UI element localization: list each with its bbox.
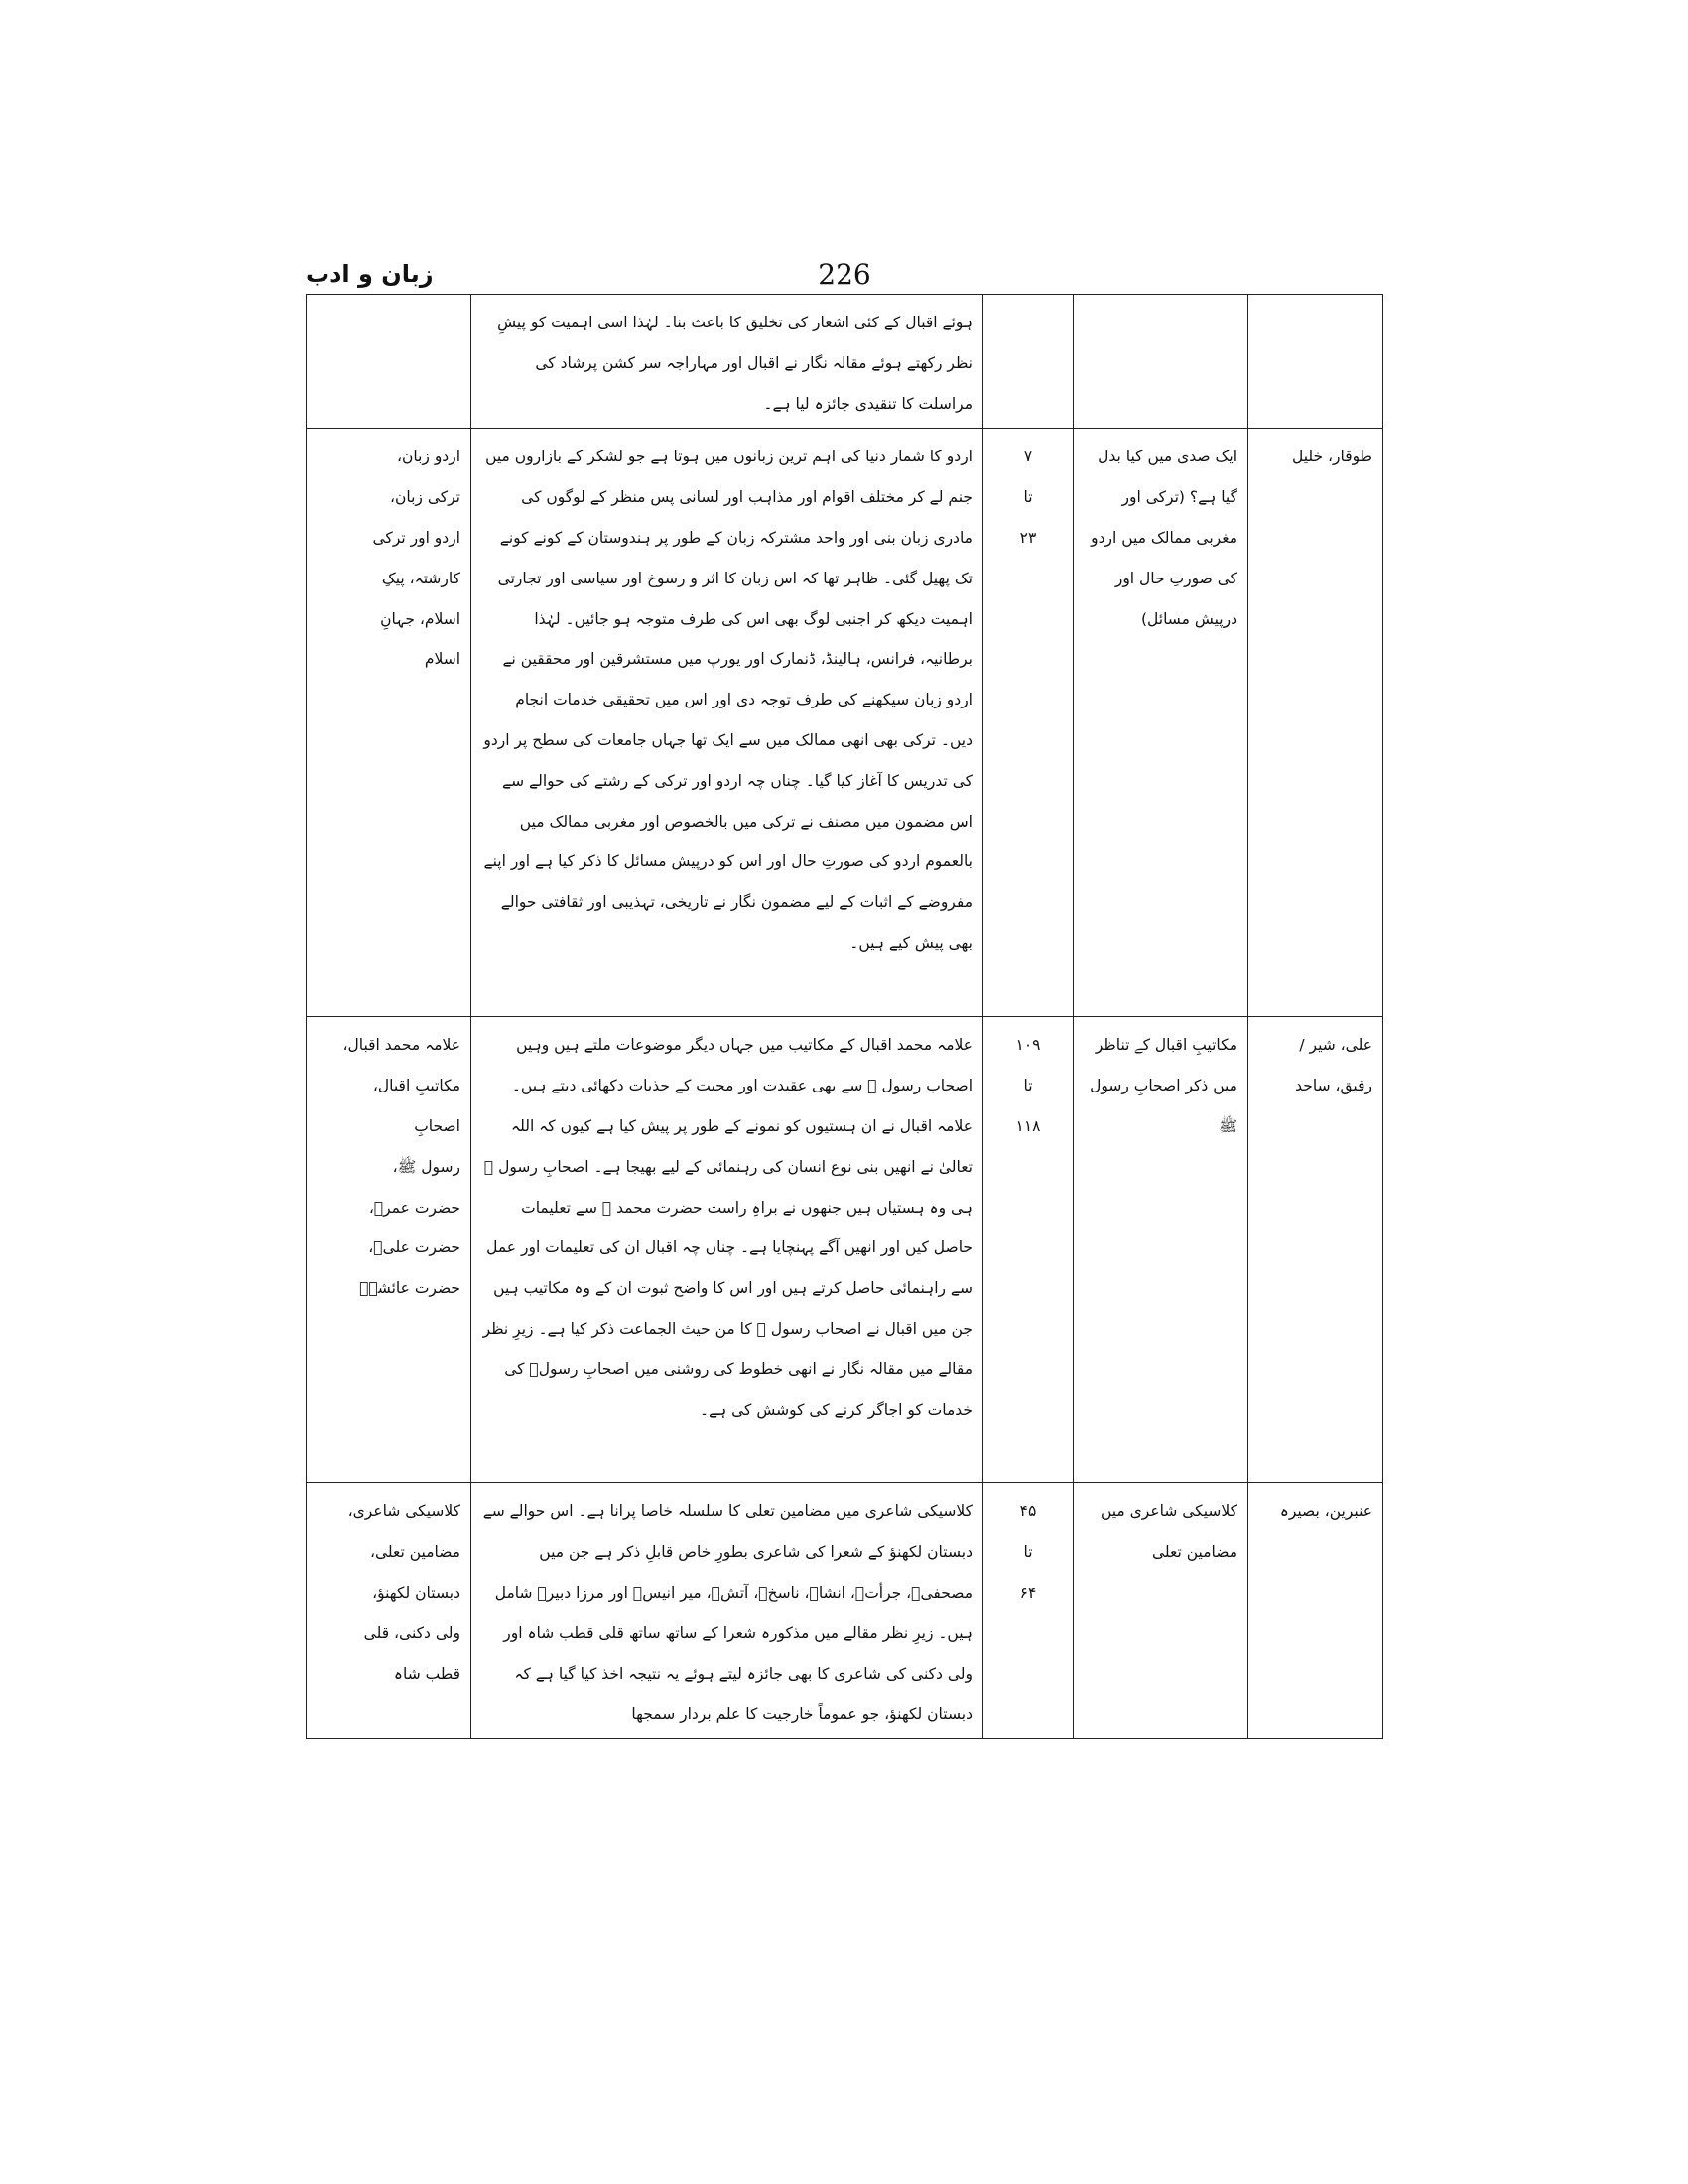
title-cell [1074, 295, 1248, 429]
title-cell: کلاسیکی شاعری میں مضامین تعلی [1074, 1483, 1248, 1739]
keyword: اردو اور ترکی [372, 528, 460, 547]
keyword: مکاتیبِ اقبال، [372, 1077, 460, 1095]
title-cell: مکاتیبِ اقبال کے تناظر میں ذکر اصحابِ رسول ﷺ [1074, 1017, 1248, 1483]
keyword: ترکی زبان، [390, 488, 460, 507]
keywords-cell [307, 1017, 471, 1483]
author-cell: طوقار، خلیل [1248, 429, 1383, 1017]
page-range-part: تا [1023, 1543, 1033, 1562]
author-cell [1248, 295, 1383, 429]
pages-cell [983, 1483, 1074, 1739]
keyword: قطب شاہ [393, 1664, 460, 1683]
page-range-part: ۶۴ [1019, 1583, 1037, 1602]
keyword: ولی دکنی، قلی [363, 1623, 460, 1642]
author-cell: علی، شیر / رفیق، ساجد [1248, 1017, 1383, 1483]
summary-cell: علامہ محمد اقبال کے مکاتیب میں جہاں دیگر موضوعات ملتے ہیں وہیں اصحاب رسول ﷺ سے بھی عقیدت اور محبت کے جذبات دکھائی دیتے ہیں۔ علامہ اقبال نے ان ہستیوں کو نمونے کے طور پر پیش کیا ہے کیوں کہ اللہ تعالیٰ نے انھیں بنی نوع انسان کی رہنمائی کے لیے بھیجا ہے۔ اصحابِ رسول ﷺ ہی وہ ہستیاں ہیں جنھوں نے براہِ راست حضرت محمد ﷺ سے تعلیمات حاصل کیں اور انھیں آگے پہنچایا ہے۔ چناں چہ اقبال ان کی تعلیمات اور عمل سے راہنمائی حاصل کرتے ہیں اور اس کا واضح ثبوت ان کے وہ مکاتیب ہیں جن میں اقبال نے اصحاب رسول ﷺ کا من حیث الجماعت ذکر کیا ہے۔ زیرِ نظر مقالے میں مقالہ نگار نے انھی خطوط کی روشنی میں اصحابِ رسولؐ کی خدمات کو اجاگر کرنے کی کوشش کی ہے۔ [471, 1017, 983, 1483]
table-row [307, 295, 1383, 429]
author-cell: عنبرین، بصیرہ [1248, 1483, 1383, 1739]
keyword: حضرت عمرؓ، [368, 1198, 460, 1217]
pages-cell [983, 1017, 1074, 1483]
keyword: اردو زبان، [396, 448, 460, 466]
index-table-body [307, 295, 1383, 1739]
keyword: علامہ محمد اقبال، [342, 1036, 460, 1055]
index-table [306, 294, 1383, 1739]
summary-cell: اردو کا شمار دنیا کی اہم ترین زبانوں میں ہوتا ہے جو لشکر کے بازاروں میں جنم لے کر مختلف اقوام اور مذاہب اور لسانی پس منظر کے لوگوں کی مادری زبان بنی اور واحد مشترکہ زبان کے طور پر ہندوستان کے کونے کونے تک پھیل گئی۔ ظاہر تھا کہ اس زبان کا اثر و رسوخ اور سیاسی اور تجارتی اہمیت دیکھ کر اجنبی لوگ بھی اس کی طرف متوجہ ہو جائیں۔ لہٰذا برطانیہ، فرانس، ہالینڈ، ڈنمارک اور یورپ میں مستشرقین اور محققین نے اردو زبان سیکھنے کی طرف توجہ دی اور اس میں تحقیقی خدمات انجام دیں۔ ترکی بھی انھی ممالک میں سے ایک تھا جہاں جامعات کی سطح پر اردو کی تدریس کا آغاز کیا گیا۔ چناں چہ اردو اور ترکی کے رشتے کی حوالے سے اس مضمون میں مصنف نے ترکی میں بالخصوص اور مغربی ممالک میں بالعموم اردو کی صورتِ حال اور اس کو درپیش مسائل کا ذکر کیا ہے اور اپنے مفروضے کے اثبات کے لیے مضمون نگار نے تاریخی، تہذیبی اور ثقافتی حوالے بھی پیش کیے ہیں۔ [471, 429, 983, 1017]
keyword: اسلام [424, 650, 460, 669]
keyword: اصحابِ [414, 1116, 460, 1135]
page-range-part: تا [1023, 488, 1033, 507]
keyword: حضرت علیؓ، [368, 1238, 460, 1257]
page-range-part: ۱۱۸ [1015, 1116, 1041, 1135]
keywords-cell [307, 429, 471, 1017]
keywords-cell [307, 1483, 471, 1739]
table-row [307, 429, 1383, 1017]
summary-cell: ہوئے اقبال کے کئی اشعار کی تخلیق کا باعث بنا۔ لہٰذا اسی اہمیت کو پیشِ نظر رکھتے ہوئے مقالہ نگار نے اقبال اور مہاراجہ سر کشن پرشاد کی مراسلت کا تنقیدی جائزہ لیا ہے۔ [471, 295, 983, 429]
page-header [306, 252, 1383, 298]
page-range-part: ۲۳ [1019, 528, 1037, 547]
keywords-cell [307, 295, 471, 429]
pages-cell [983, 429, 1074, 1017]
keyword: مضامین تعلی، [369, 1543, 460, 1562]
keyword: دبستان لکھنؤ، [372, 1583, 460, 1602]
page-range-part: ۱۰۹ [1015, 1036, 1041, 1055]
page-range-part: ۴۵ [1019, 1502, 1037, 1521]
table-row [307, 1017, 1383, 1483]
keyword: کلاسیکی شاعری، [347, 1502, 460, 1521]
keyword: کارشتہ، پیکِ [381, 569, 460, 587]
keyword: اسلام، جہانِ [380, 609, 460, 628]
page-number: 226 [818, 258, 871, 291]
summary-cell: کلاسیکی شاعری میں مضامین تعلی کا سلسلہ خاصا پرانا ہے۔ اس حوالے سے دبستان لکھنؤ کے شعرا کی شاعری بطورِ خاص قابلِ ذکر ہے جن میں مصحفیؔ، جرأتؔ، انشاؔ، ناسخؔ، آتشؔ، میر انیسؔ اور مرزا دبیرؔ شامل ہیں۔ زیرِ نظر مقالے میں مذکورہ شعرا کے ساتھ ساتھ قلی قطب شاہ اور ولی دکنی کی شاعری کا بھی جائزہ لیتے ہوئے یہ نتیجہ اخذ کیا گیا ہے کہ دبستان لکھنؤ، جو عموماً خارجیت کا علم بردار سمجھا [471, 1483, 983, 1739]
table-row [307, 1483, 1383, 1739]
pages-cell [983, 295, 1074, 429]
journal-title: زبان و ادب [306, 260, 434, 288]
keyword: رسول ﷺ، [392, 1157, 460, 1176]
keyword: حضرت عائشہؓ [359, 1279, 460, 1298]
title-cell: ایک صدی میں کیا بدل گیا ہے؟ (ترکی اور مغربی ممالک میں اردو کی صورتِ حال اور درپیش مسائل) [1074, 429, 1248, 1017]
page-range-part: ۷ [1023, 448, 1033, 466]
page-range-part: تا [1023, 1077, 1033, 1095]
